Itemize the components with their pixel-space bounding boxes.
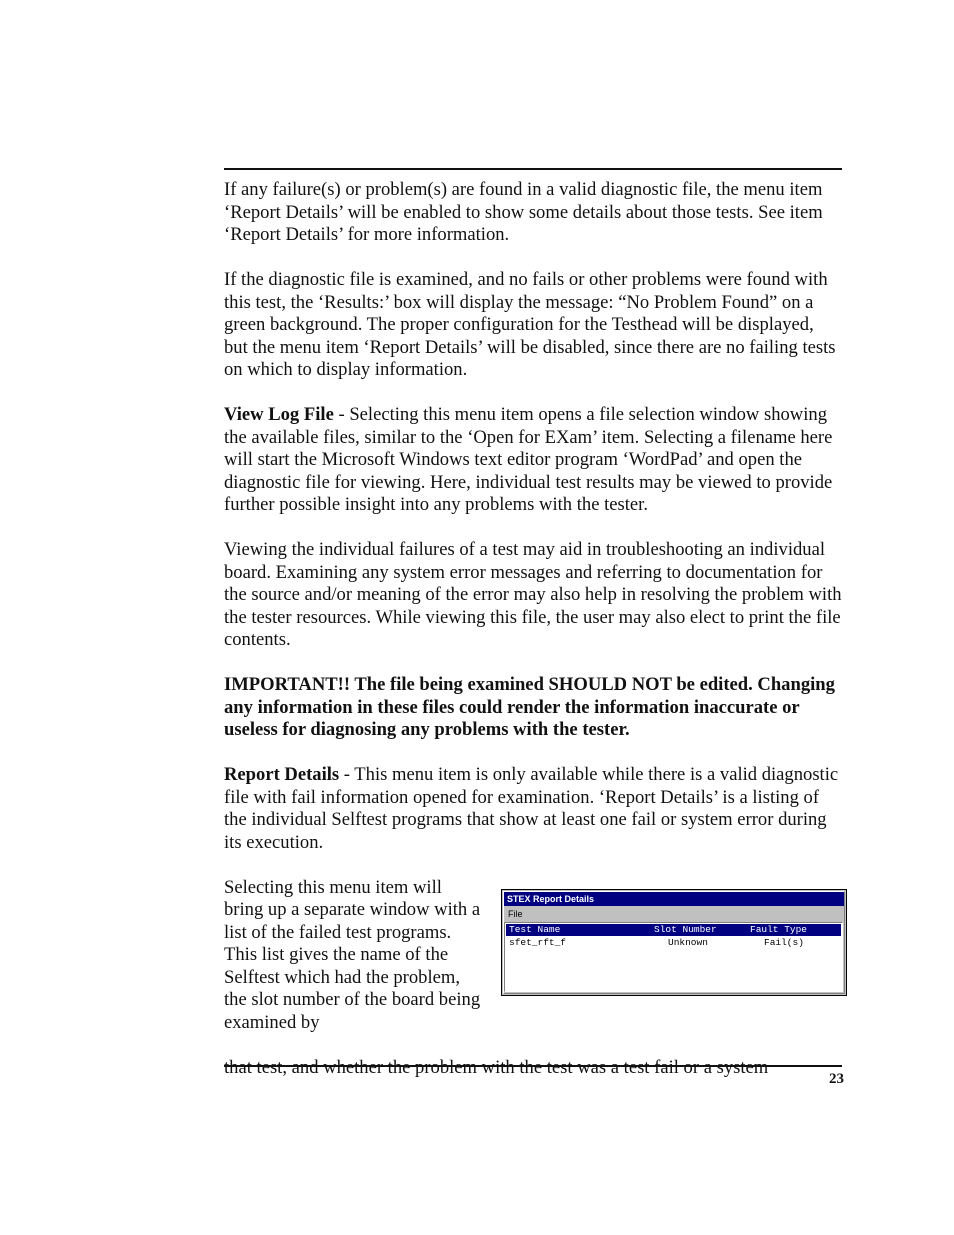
report-details-description: - This menu item is only available while there is a valid diagnostic file with fail information opened for examination. ‘Report Details’ is a listing of the individual Selftest programs that show at least one fail or system error during its execution.: [224, 764, 839, 853]
term-report-details: Report Details: [224, 764, 340, 785]
report-details-window-screenshot: [501, 889, 847, 996]
column-test-name[interactable]: Test Name: [509, 924, 561, 935]
column-slot-number[interactable]: Slot Number: [654, 924, 717, 935]
cell-slot-number: Unknown: [668, 937, 708, 948]
footer-rule: [224, 1065, 842, 1067]
cell-test-name: sfet_rft_f: [509, 937, 567, 948]
paragraph-viewing-failures: Viewing the individual failures of a test may aid in troubleshooting an individual board. Examining any system error messages and referring to documentation for the source and/or meaning of the error may also help in resolving the problem with the tester resources. While viewing this file, the user may also elect to print the file contents.: [224, 539, 842, 650]
view-log-file-description: - Selecting this menu item opens a file selection window showing the available files, similar to the ‘Open for EXam’ item. Selecting a filename here will start the Microsoft Windows text editor program ‘WordPad’ and open the diagnostic file for viewing. Here, individual test results may be viewed to provide further possible insight into any problems with the tester.: [224, 404, 833, 515]
term-view-log-file: View Log File: [224, 404, 334, 425]
list-header-row: [506, 924, 841, 936]
paragraph-no-problem-found: If the diagnostic file is examined, and no fails or other problems were found with this test, the ‘Results:’ box will display the message: “No Problem Found” on a green background. The proper configuration for the Testhead will be displayed, but the menu item ‘Report Details’ will be disabled, since there are no failing tests on which to display information.: [224, 269, 836, 380]
failed-tests-list: [504, 922, 843, 992]
paragraph-selecting-menu-item: Selecting this menu item will bring up a separate window with a list of the failed test programs. This list gives the name of the Selftest which had the problem, the slot number of the board being examined by: [224, 876, 481, 1033]
window-menu-bar: [504, 907, 844, 921]
cell-fault-type: Fail(s): [764, 937, 804, 948]
column-fault-type[interactable]: Fault Type: [750, 924, 808, 935]
paragraph-report-details: [224, 764, 842, 854]
list-item[interactable]: [506, 937, 841, 949]
paragraph-important-warning: IMPORTANT!! The file being examined SHOULD NOT be edited. Changing any information in these files could render the information inaccurate or useless for diagnosing any problems with the tester.: [224, 674, 835, 740]
menu-file[interactable]: File: [508, 909, 523, 919]
paragraph-failures-found: If any failure(s) or problem(s) are found in a valid diagnostic file, the menu item ‘Report Details’ will be enabled to show some details about those tests. See item ‘Report Details’ for more information.: [224, 179, 823, 245]
page-number: 23: [829, 1071, 844, 1087]
header-rule: [224, 168, 842, 170]
paragraph-view-log-file: [224, 404, 842, 517]
window-title-bar: STEX Report Details: [504, 892, 844, 906]
paragraph-selecting-menu-item-continued: that test, and whether the problem with the test was a test fail or a system: [224, 1056, 769, 1078]
